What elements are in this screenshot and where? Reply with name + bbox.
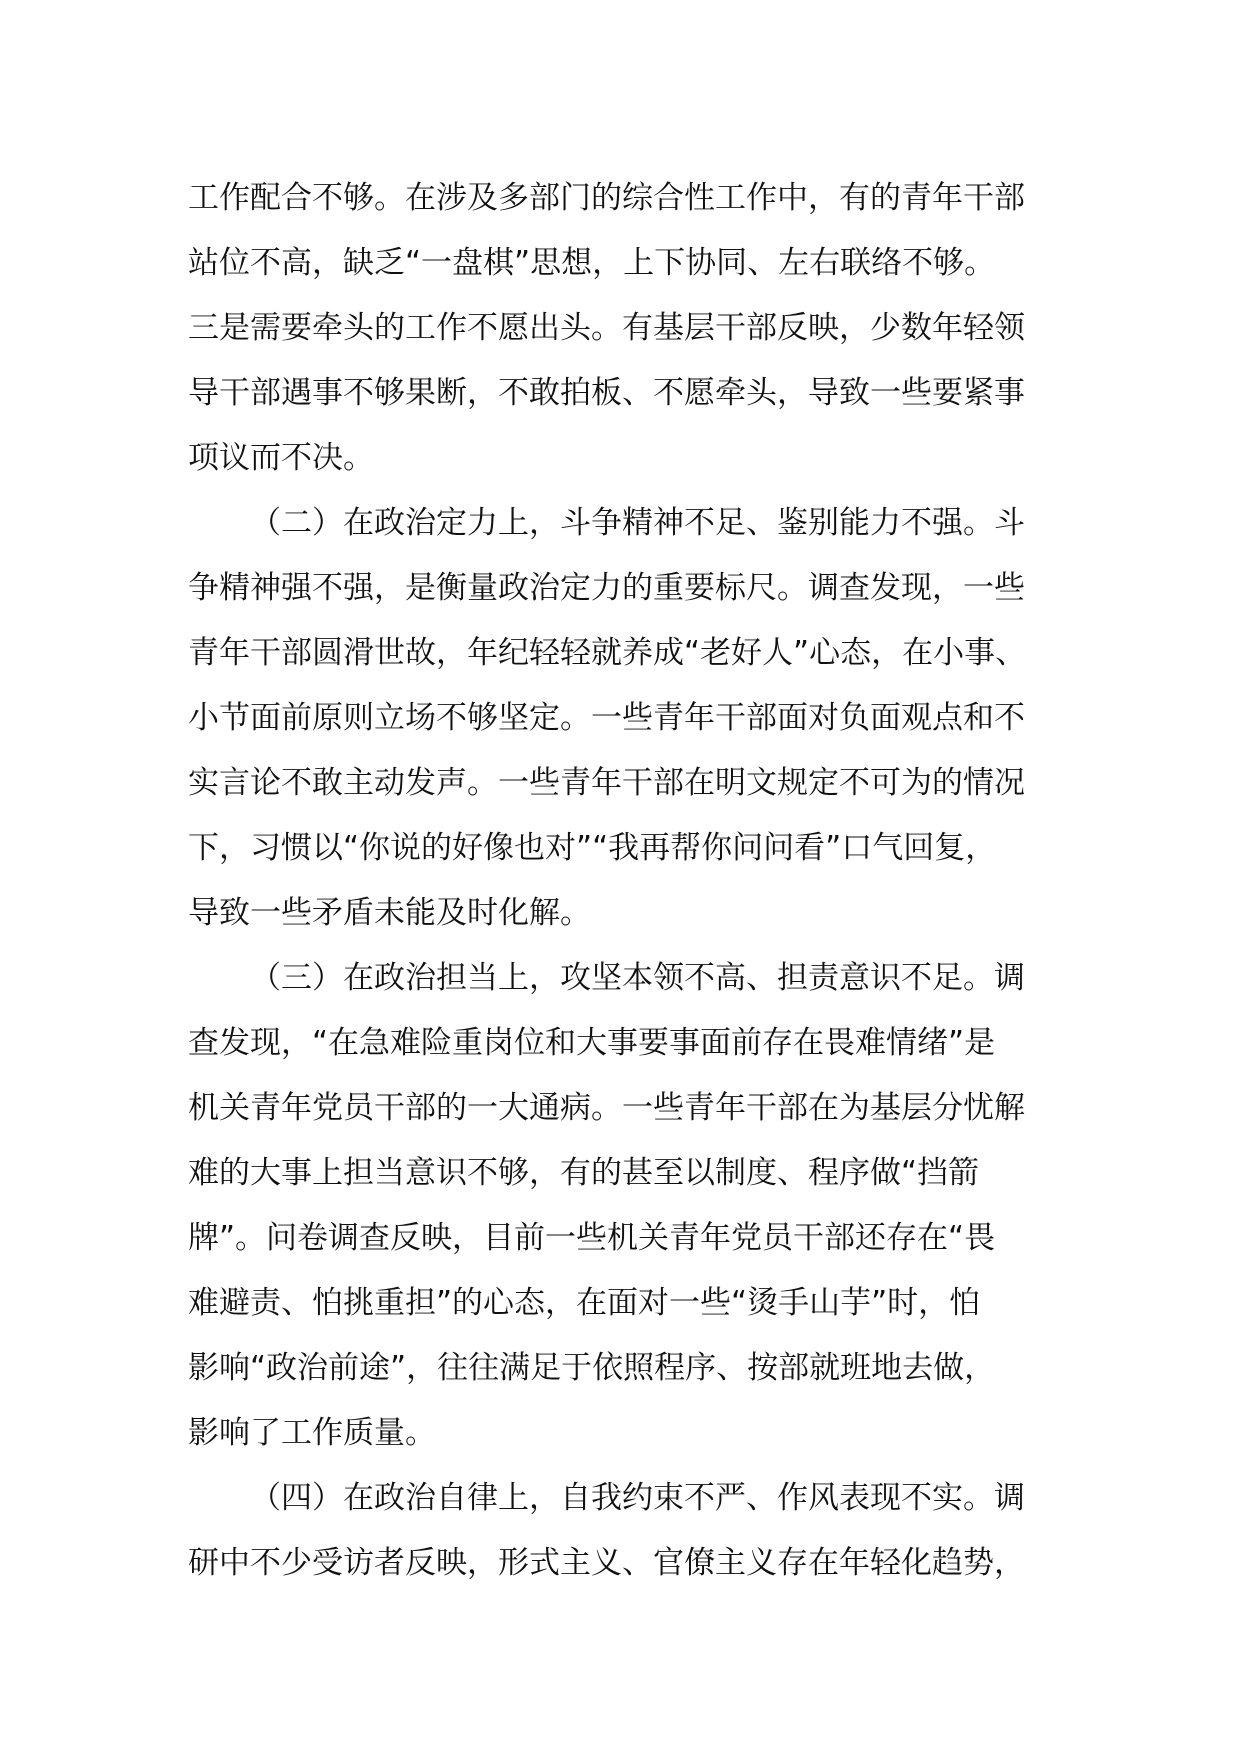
text-line: 三是需要牵头的工作不愿出头。有基层干部反映，少数年轻领 — [188, 310, 1025, 346]
text-line: 影响“政治前途”，往往满足于依照程序、按部就班地去做， — [188, 1350, 996, 1386]
text-line: 影响了工作质量。 — [188, 1415, 436, 1451]
text-line: 争精神强不强，是衡量政治定力的重要标尺。调查发现，一些 — [188, 570, 1025, 606]
text-line: 导致一些矛盾未能及时化解。 — [188, 895, 591, 931]
section-heading-line: （二）在政治定力上，斗争精神不足、鉴别能力不强。斗 — [250, 505, 1025, 541]
text-line: 青年干部圆滑世故，年纪轻轻就养成“老好人”心态，在小事、 — [188, 635, 1027, 671]
text-line: 项议而不决。 — [188, 440, 374, 476]
section-heading-line: （四）在政治自律上，自我约束不严、作风表现不实。调 — [250, 1480, 1025, 1516]
text-line: 工作配合不够。在涉及多部门的综合性工作中，有的青年干部 — [188, 180, 1025, 216]
text-line: 机关青年党员干部的一大通病。一些青年干部在为基层分忧解 — [188, 1090, 1025, 1126]
text-line: 小节面前原则立场不够坚定。一些青年干部面对负面观点和不 — [188, 700, 1025, 736]
text-line: 难避责、怕挑重担”的心态，在面对一些“烫手山芋”时，怕 — [188, 1285, 981, 1321]
text-line: 导干部遇事不够果断，不敢拍板、不愿牵头，导致一些要紧事 — [188, 375, 1025, 411]
text-line: 研中不少受访者反映，形式主义、官僚主义存在年轻化趋势， — [188, 1545, 1025, 1581]
body-text — [188, 166, 1078, 1596]
text-line: 牌”。问卷调查反映，目前一些机关青年党员干部还存在“畏 — [188, 1220, 996, 1256]
text-line: 站位不高，缺乏“一盘棋”思想，上下协同、左右联络不够。 — [188, 245, 996, 281]
text-line: 查发现，“在急难险重岗位和大事要事面前存在畏难情绪”是 — [188, 1025, 996, 1061]
text-line: 下，习惯以“你说的好像也对”“我再帮你问问看”口气回复， — [188, 830, 997, 866]
text-line: 难的大事上担当意识不够，有的甚至以制度、程序做“挡箭 — [188, 1155, 980, 1191]
text-line: 实言论不敢主动发声。一些青年干部在明文规定不可为的情况 — [188, 765, 1025, 801]
section-heading-line: （三）在政治担当上，攻坚本领不高、担责意识不足。调 — [250, 960, 1025, 996]
